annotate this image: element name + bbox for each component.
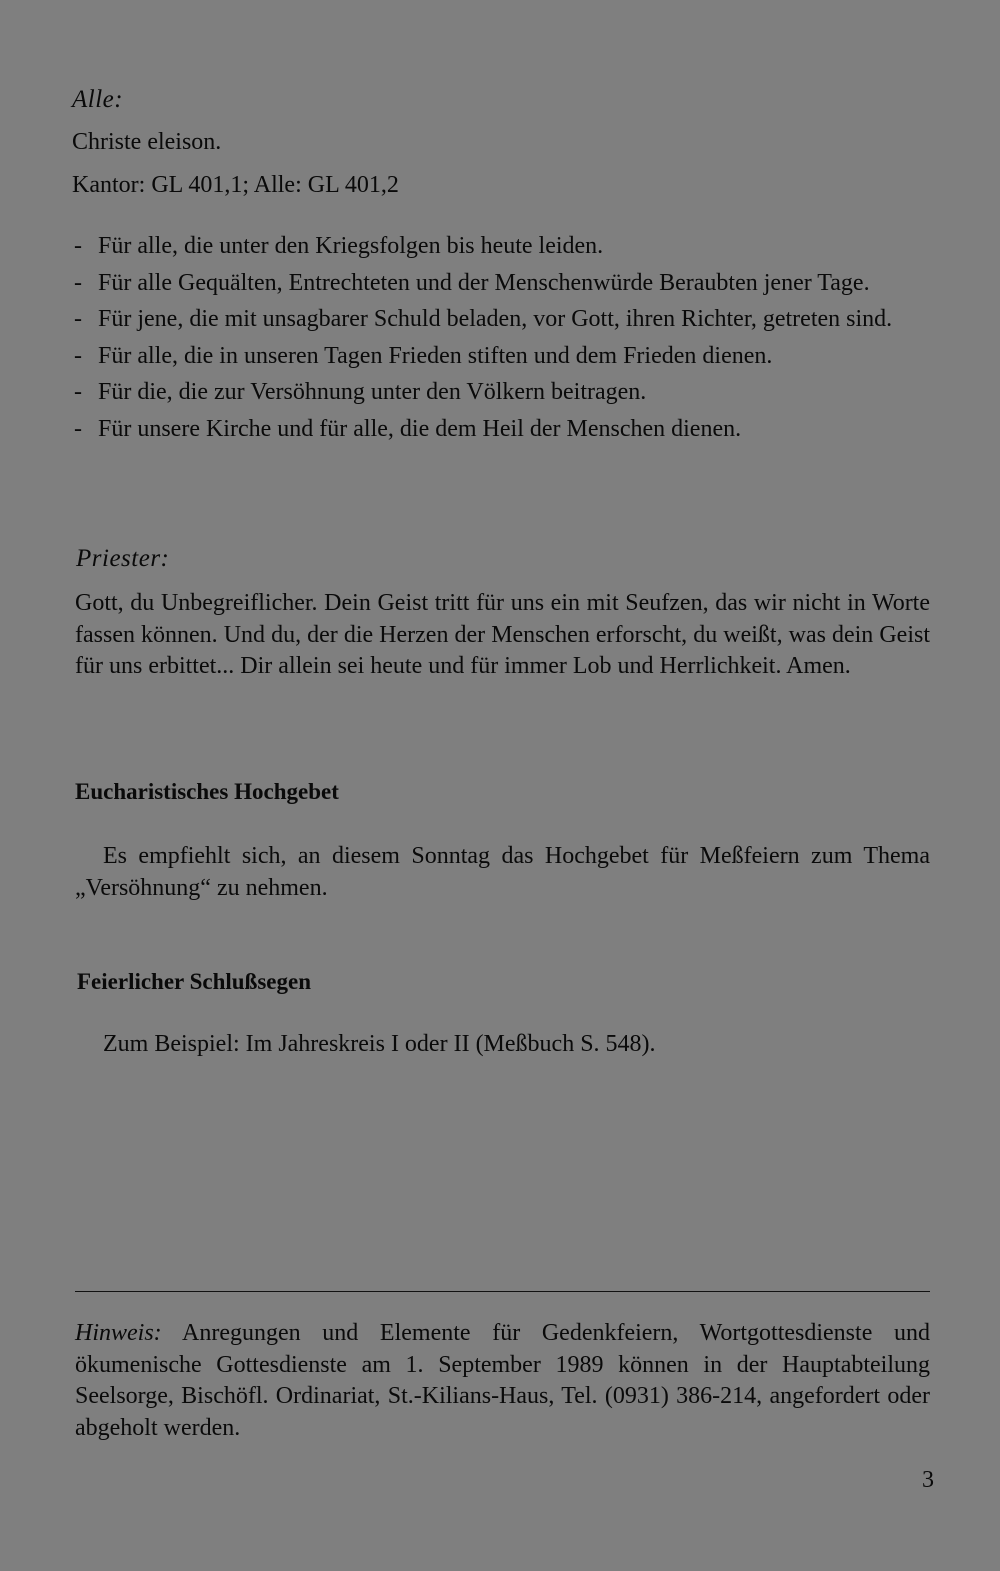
dash-marker: - (74, 379, 82, 405)
hochgebet-heading: Eucharistisches Hochgebet (75, 779, 339, 804)
intention-text: Für jene, die mit unsagbarer Schuld beladen, vor Gott, ihren Richter, getreten sind. (98, 306, 893, 332)
alle-label: Alle: (72, 86, 124, 113)
dash-marker: - (74, 233, 82, 259)
dash-marker: - (74, 342, 82, 369)
intention-item (72, 231, 928, 263)
hochgebet-text: Es empfiehlt sich, an diesem Sonntag das Hochgebet für Meßfeiern zum Thema „Versöhnung“ zu nehmen. (75, 843, 930, 901)
intention-text: Für alle, die in unseren Tagen Frieden stiften und dem Frieden dienen. (98, 342, 773, 369)
dash-marker: - (74, 415, 82, 442)
kantor-line: Kantor: GL 401,1; Alle: GL 401,2 (72, 172, 399, 198)
intention-text: Für unsere Kirche und für alle, die dem Heil der Menschen dienen. (98, 415, 742, 442)
intention-item (72, 414, 928, 446)
priester-label: Priester: (76, 545, 170, 572)
intention-item (72, 377, 928, 409)
intention-text: Für alle Gequälten, Entrechteten und der Menschenwürde Beraubten jener Tage. (98, 269, 870, 296)
footnote (75, 1318, 930, 1444)
dash-marker: - (74, 306, 82, 332)
intention-item (72, 268, 928, 300)
segen-heading: Feierlicher Schlußsegen (77, 969, 312, 994)
intention-item (72, 341, 928, 373)
page-number: 3 (922, 1467, 934, 1493)
footnote-divider (75, 1291, 930, 1292)
intentions-list (72, 231, 928, 450)
dash-marker: - (74, 269, 82, 296)
closing-prayer: Gott, du Unbegreiflicher. Dein Geist tritt für uns ein mit Seufzen, das wir nicht in Worte fassen können. Und du, der die Herzen der Menschen erforscht, du weißt, was dein Geist für uns erbittet... Dir allein sei heute und für immer Lob und Herrlichkeit. Amen. (75, 590, 930, 679)
christe-eleison-line: Christe eleison. (72, 129, 222, 155)
footnote-text: Anregungen und Elemente für Gedenkfeiern, Wortgottesdienste und ökumenische Gottesdienste am 1. September 1989 können in der Hauptabteilung Seelsorge, Bischöfl. Ordinariat, St.-Kilians-Haus, Tel. (0931) 386-214, angefordert oder abgeholt werden. (75, 1320, 930, 1441)
intention-text: Für die, die zur Versöhnung unter den Völkern beitragen. (98, 379, 647, 405)
footnote-lead: Hinweis: (75, 1320, 162, 1346)
intention-text: Für alle, die unter den Kriegsfolgen bis heute leiden. (98, 233, 604, 259)
segen-text: Zum Beispiel: Im Jahreskreis I oder II (Meßbuch S. 548). (103, 1031, 656, 1057)
intention-item (72, 304, 928, 336)
